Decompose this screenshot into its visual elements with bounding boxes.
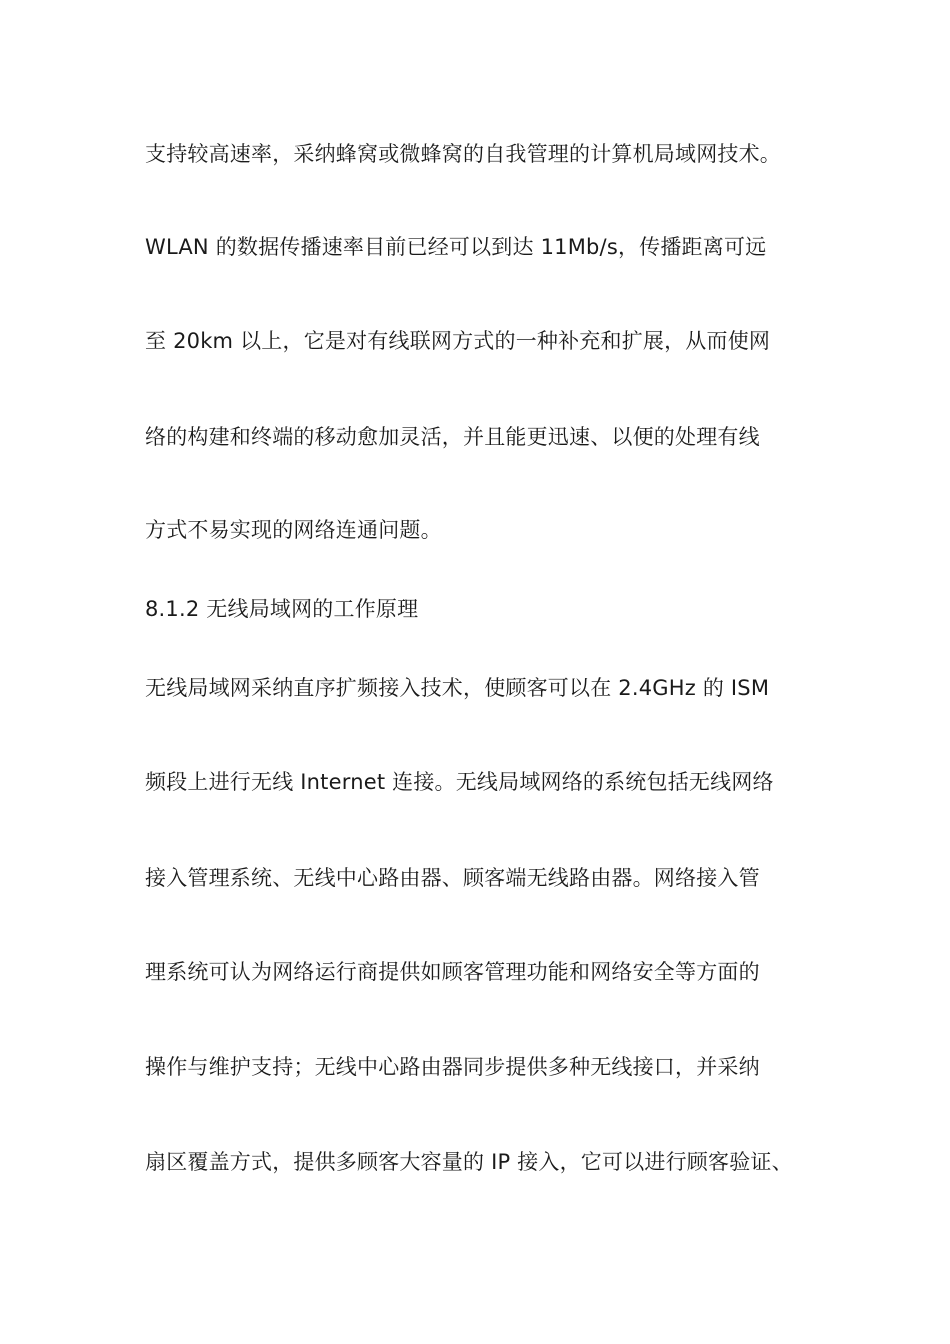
text-line: WLAN 的数据传播速率目前已经可以到达 11Mb/s，传播距离可远 bbox=[145, 235, 767, 259]
text-line: 络的构建和终端的移动愈加灵活，并且能更迅速、以便的处理有线 bbox=[145, 425, 760, 449]
text-line: 支持较高速率，采纳蜂窝或微蜂窝的自我管理的计算机局域网技术。 bbox=[145, 142, 781, 166]
text-line: 频段上进行无线 Internet 连接。无线局域网络的系统包括无线网络 bbox=[145, 770, 774, 794]
section-heading: 8.1.2 无线局域网的工作原理 bbox=[145, 597, 419, 621]
text-line: 方式不易实现的网络连通问题。 bbox=[145, 518, 442, 542]
text-line: 无线局域网采纳直序扩频接入技术，使顾客可以在 2.4GHz 的 ISM bbox=[145, 676, 770, 700]
text-line: 扇区覆盖方式，提供多顾客大容量的 IP 接入，它可以进行顾客验证、 bbox=[145, 1150, 793, 1174]
text-line: 接入管理系统、无线中心路由器、顾客端无线路由器。网络接入管 bbox=[145, 866, 760, 890]
text-line: 至 20km 以上，它是对有线联网方式的一种补充和扩展，从而使网 bbox=[145, 329, 771, 353]
text-line: 操作与维护支持；无线中心路由器同步提供多种无线接口，并采纳 bbox=[145, 1055, 760, 1079]
text-line: 理系统可认为网络运行商提供如顾客管理功能和网络安全等方面的 bbox=[145, 960, 760, 984]
